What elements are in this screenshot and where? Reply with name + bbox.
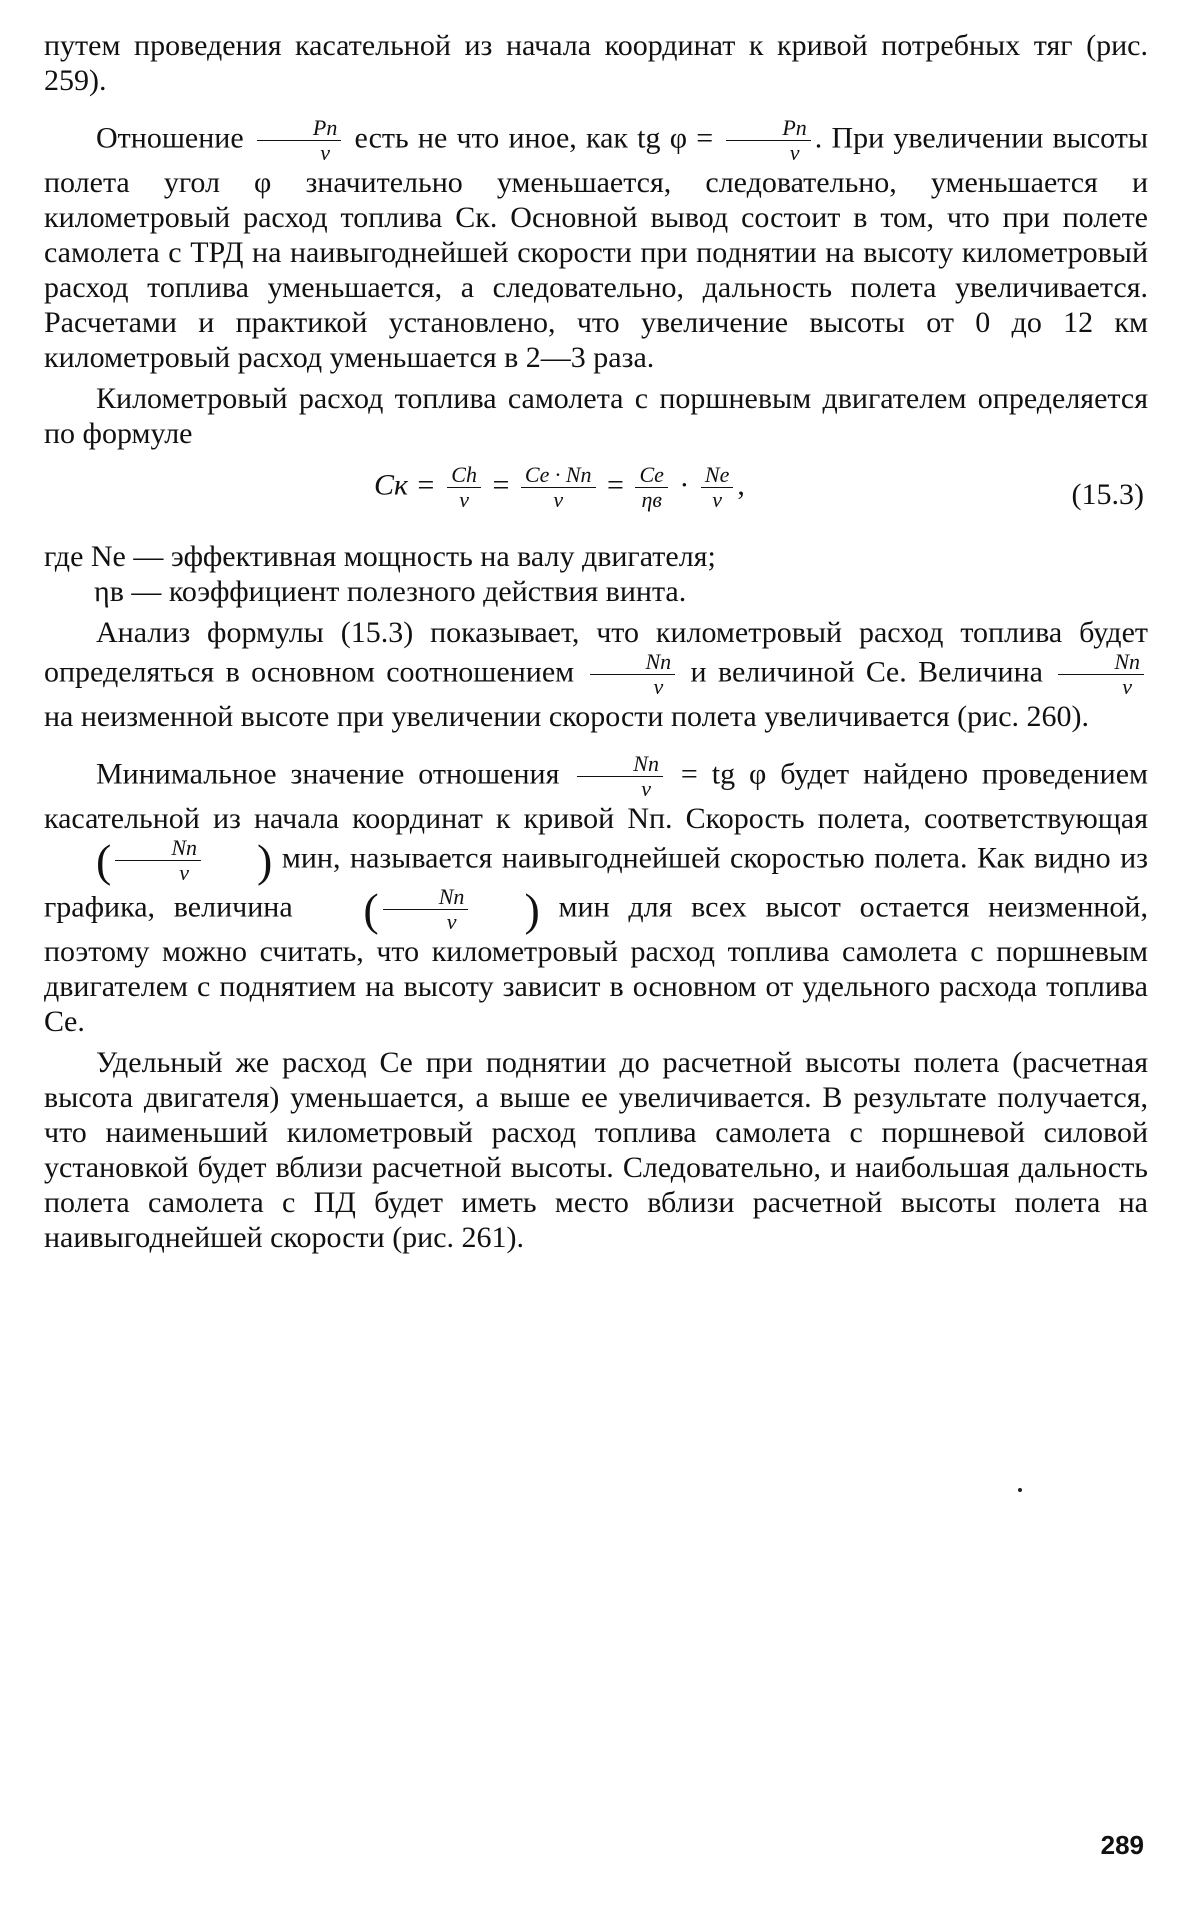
- p2-text-b: есть не что иное, как tg φ =: [354, 121, 714, 155]
- definition-eta: ηв — коэффициент полезного действия винта.: [94, 575, 687, 608]
- page-number: 289: [1100, 1830, 1144, 1860]
- paragraph-4: Анализ формулы (15.3) показывает, что километровый расход топлива будет определяться в основном соотношением $\frac{Nп}{v}$ и величиной Ce. Величина $\frac{Nп}{v}$ на неизменной высоте при увеличении скорости полета увеличивается (рис. 260).: [44, 616, 1148, 733]
- paragraph-3: Километровый расход топлива самолета с поршневым двигателем определяется по формуле: [44, 382, 1148, 450]
- fraction-np-v-3: $\frac{Nп}{v}$: [577, 752, 663, 801]
- fraction-np-v-paren: $\frac{Nп}{v}$: [115, 836, 201, 885]
- paragraph-5: Минимальное значение отношения $\frac{Nп}{v}$ = tg φ будет найдено проведением касательной из начала координат к кривой Nп. Скорость полета, соответствующая ( $\frac{Nп}{v}$ ) мин, называется наивыгоднейшей скоростью полета. Как видно из графика, величина ( $\frac{Nп}{v}$ ) мин для всех высот остается неизменной, поэтому можно считать, что километровый расход топлива самолета с поршневым двигателем с поднятием на высоту зависит в основном от удельного расхода топлива Ce.: [44, 751, 1149, 1038]
- paragraph-1: путем проведения касательной из начала координат к кривой потребных тяг (рис. 259).: [44, 29, 1148, 97]
- paragraph-2: [44, 116, 1148, 375]
- print-speck: [1018, 1488, 1022, 1492]
- paragraph-6: Удельный же расход Ce при поднятии до расчетной высоты полета (расчетная высота двигателя) уменьшается, а выше ее увеличивается. В результате получается, что наименьший километровый расход топлива самолета с поршневой силовой установкой будет вблизи расчетной высоты. Следовательно, и наибольшая дальность полета самолета с ПД будет иметь место вблизи расчетной высоты полета на наивыгоднейшей скорости (рис. 261).: [44, 1046, 1148, 1254]
- equation-number: (15.3): [1071, 478, 1144, 511]
- fraction-np-v-2: $\frac{Nп}{v}$: [1058, 650, 1144, 699]
- formula-15-3: [44, 457, 1148, 531]
- definition-ne: где Ne — эффективная мощность на валу двигателя;: [44, 540, 716, 573]
- p2-text-c: . При увеличении высоты полета угол φ значительно уменьшается, следовательно, уменьшается и километровый расход топлива Cк. Основной вывод состоит в том, что при полете самолета с ТРД на наивыгоднейшей скорости при поднятии на высоту километровый расход топлива уменьшается, а следовательно, дальность полета увеличивается. Расчетами и практикой установлено, что увеличение высоты от 0 до 12 км километровый расход уменьшается в 2—3 раза.: [44, 121, 1149, 374]
- fraction-pp-v-2: $\frac{Pп}{v}$: [726, 116, 810, 165]
- page-body: [44, 28, 1148, 1255]
- p2-text-a: Отношение: [96, 121, 244, 155]
- fraction-np-v: $\frac{Nп}{v}$: [590, 650, 676, 699]
- fraction-pp-v: $\frac{Pп}{v}$: [257, 116, 341, 165]
- fraction-np-v-paren-2: $\frac{Nп}{v}$: [383, 885, 469, 934]
- formula-expression: Cк = $\frac{Ch}{v}$ = $\frac{Ce \cdot Nп}{v}$ = $\frac{Ce}{\eta в}$ · $\frac{Ne}{v}$ ,: [374, 462, 745, 512]
